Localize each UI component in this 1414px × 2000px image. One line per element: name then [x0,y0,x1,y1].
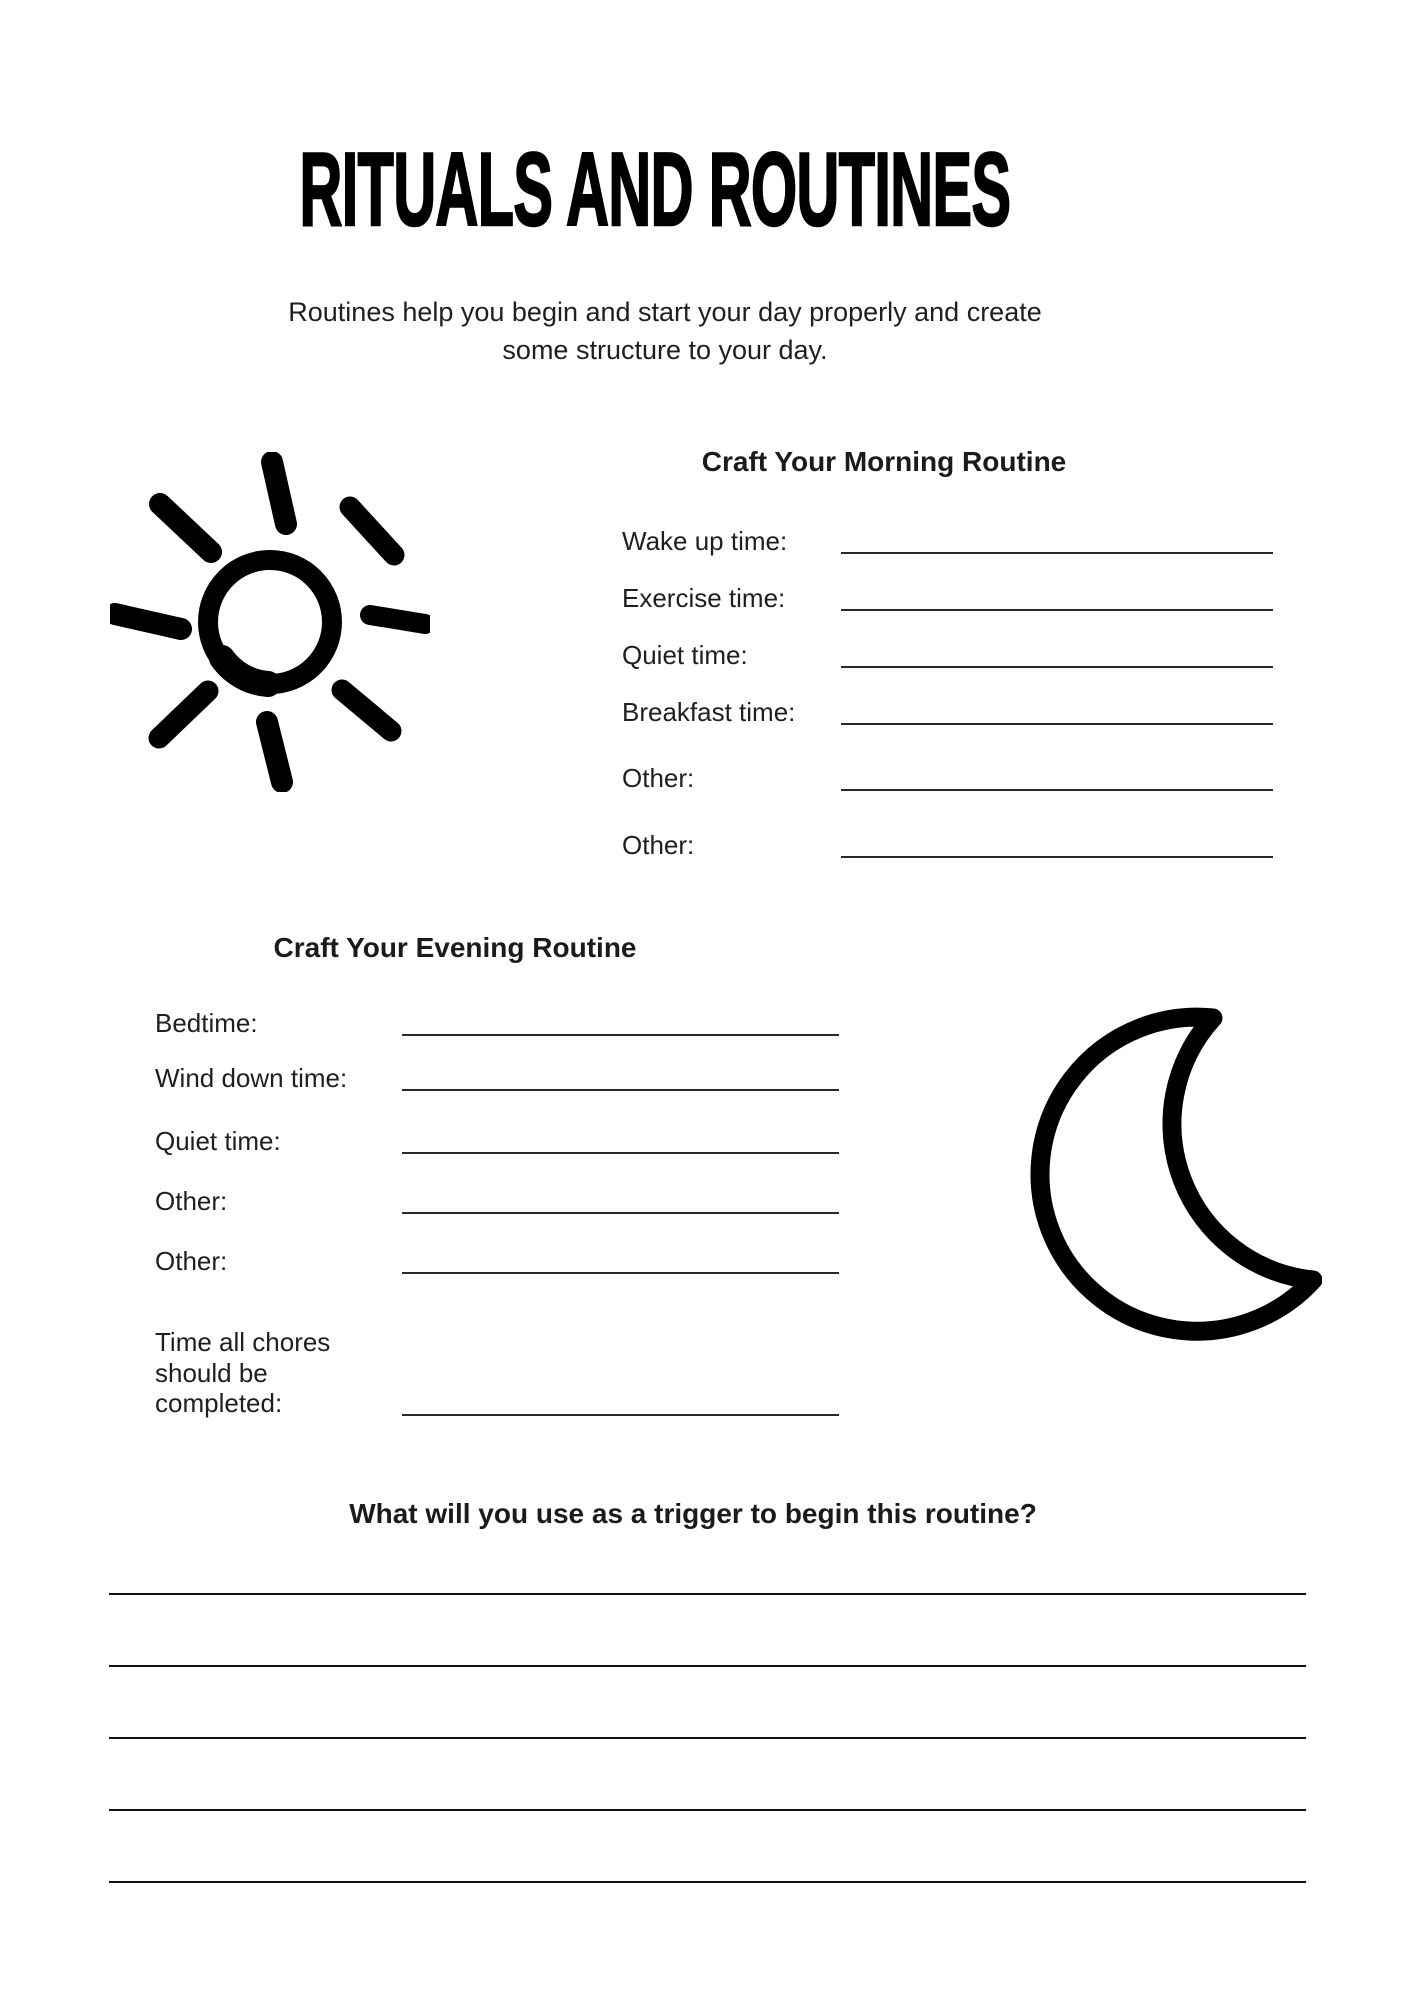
field-label: Other: [622,830,695,861]
field-line[interactable] [402,1272,839,1274]
field-row [622,794,1273,861]
field-row [155,1157,839,1217]
field-label: Quiet time: [155,1126,281,1157]
field-line[interactable] [841,609,1273,611]
field-row [155,1217,839,1277]
subtitle-line: some structure to your day. [502,334,828,365]
field-label: Exercise time: [622,583,786,614]
field-row [622,557,1273,614]
field-line[interactable] [402,1034,839,1036]
field-line[interactable] [402,1212,839,1214]
field-row [622,500,1273,557]
field-label: Other: [155,1186,228,1217]
field-row [622,614,1273,671]
page-subtitle [0,294,1372,370]
field-line[interactable] [841,789,1273,791]
trigger-answer-area [109,1523,1306,1883]
field-row [622,728,1273,794]
field-row [155,986,839,1039]
field-label: Time all chores should be completed: [155,1326,331,1419]
field-label: Wind down time: [155,1063,348,1094]
field-label: Other: [622,763,695,794]
field-label: Wake up time: [622,526,788,557]
field-row [622,671,1273,728]
field-line[interactable] [841,552,1273,554]
morning-routine-heading: Craft Your Morning Routine [701,446,1067,477]
subtitle-line: Routines help you begin and start your day properly and create [288,297,1042,327]
field-line[interactable] [402,1089,839,1091]
trigger-question: What will you use as a trigger to begin this routine? [349,1498,1037,1529]
evening-routine-heading: Craft Your Evening Routine [273,932,637,963]
field-line[interactable] [841,666,1273,668]
evening-routine-fields [155,986,839,1419]
answer-line[interactable] [109,1811,1306,1883]
field-row [155,1277,839,1419]
answer-line[interactable] [109,1595,1306,1667]
field-line[interactable] [402,1414,839,1416]
field-line[interactable] [402,1152,839,1154]
answer-line[interactable] [109,1739,1306,1811]
answer-line[interactable] [109,1523,1306,1595]
field-label: Quiet time: [622,640,748,671]
moon-icon [1022,1003,1322,1345]
morning-routine-fields [622,500,1273,861]
sun-icon [110,452,430,792]
field-line[interactable] [841,723,1273,725]
field-row [155,1094,839,1157]
field-line[interactable] [841,856,1273,858]
field-label: Bedtime: [155,1008,258,1039]
field-label: Breakfast time: [622,697,796,728]
field-label: Other: [155,1246,228,1277]
field-row [155,1039,839,1094]
answer-line[interactable] [109,1667,1306,1739]
page-title: RITUALS AND ROUTINES [299,132,1011,248]
